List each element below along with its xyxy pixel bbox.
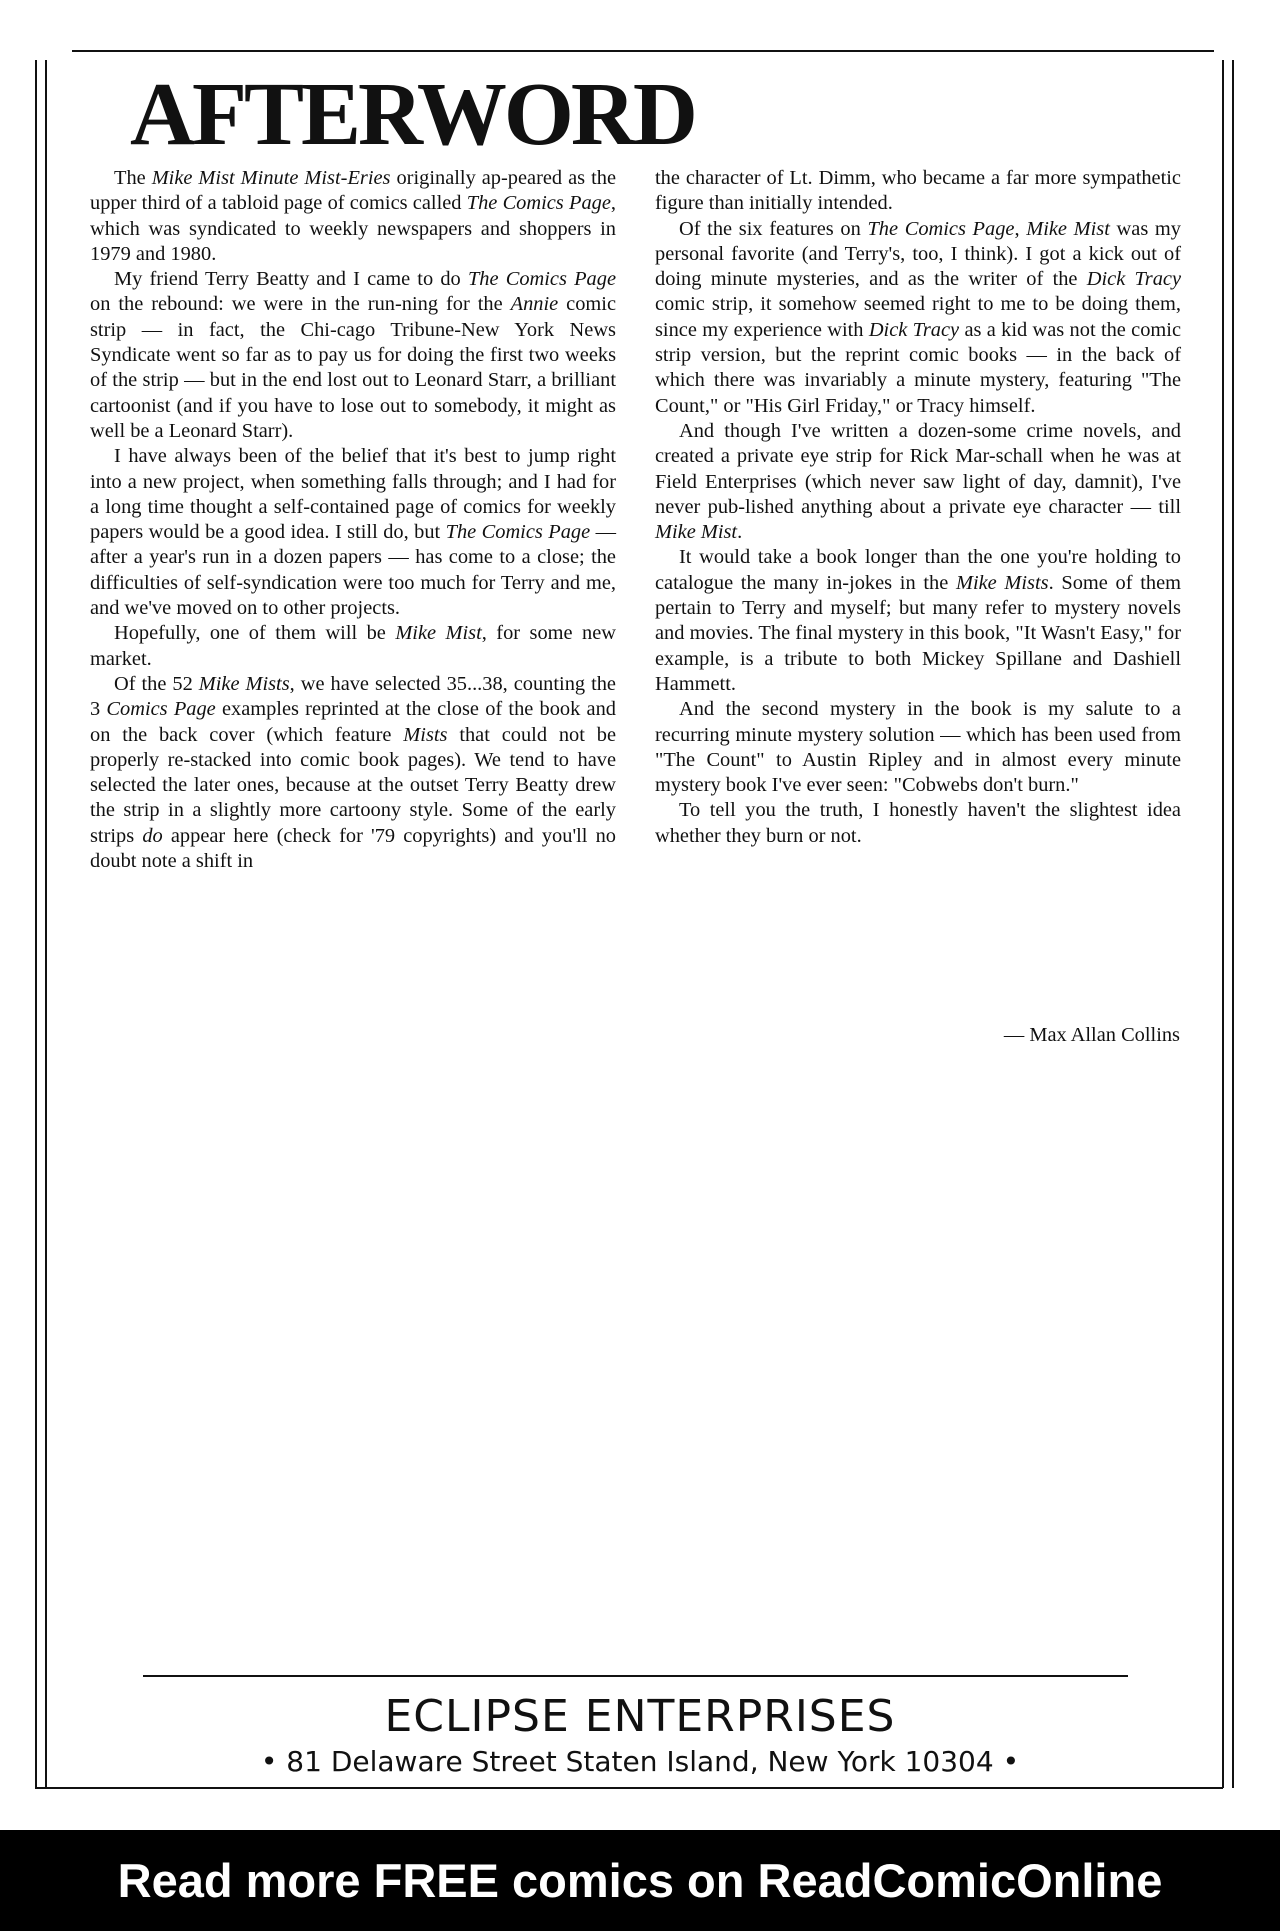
paragraph: Of the 52 Mike Mists, we have selected 35...38, counting the 3 Comics Page examples reprinted at the close of the book and on the back cover (which feature Mists that could not be properly re-stacked into comic book pages). We tend to have selected the later ones, because at the outset Terry Beatty drew the strip in a slightly more cartoony style. Some of the early strips do appear here (check for '79 copyrights) and you'll no doubt note a shift in (90, 672, 616, 873)
paragraph: It would take a book longer than the one you're holding to catalogue the many in-jokes in the Mike Mists. Some of them pertain to Terry and myself; but many refer to mystery novels and movies. The final mystery in this book, "It Wasn't Easy," for example, is a tribute to both Mickey Spillane and Dashiell Hammett. (655, 546, 1181, 695)
paragraph: Of the six features on The Comics Page, Mike Mist was my personal favorite (and Terry's, too, I think). I got a kick out of doing minute mysteries, and as the writer of the Dick Tracy comic strip, it somehow seemed right to me to be doing them, since my experience with Dick Tracy as a kid was not the comic strip version, but the reprint comic books — in the back of which there was invariably a minute mystery, featuring "The Count," or "His Girl Friday," or Tracy himself. (655, 217, 1182, 417)
author-signature: — Max Allan Collins (1003, 1024, 1180, 1046)
paragraph: the character of Lt. Dimm, who became a far more sympathetic figure than initially intended. (655, 167, 1181, 215)
left-border-inner (45, 60, 47, 1788)
left-column (90, 166, 616, 874)
paragraph: And though I've written a dozen-some crime novels, and created a private eye strip for Rick Mar-schall when he was at Field Enterprises (which never saw light of day, damnit), I've never pub-lished anything about a private eye character — till Mike Mist. (655, 419, 1181, 544)
paragraph: I have always been of the belief that it's best to jump right into a new project, when something falls through; and I had for a long time thought a self-contained page of comics for weekly papers would be a good idea. I still do, but The Comics Page — after a year's run in a dozen papers — has come to a close; the difficulties of self-syndication were too much for Terry and me, and we've moved on to other projects. (90, 445, 616, 620)
paragraph: And the second mystery in the book is my salute to a recurring minute mystery solution — which has been used from "The Count" to Austin Ripley and in almost every minute mystery book I've ever seen: "Cobwebs don't burn." (655, 698, 1181, 797)
top-rule (72, 50, 1214, 52)
paragraph: Hopefully, one of them will be Mike Mist, for some new market. (90, 622, 616, 670)
paragraph: My friend Terry Beatty and I came to do The Comics Page on the rebound: we were in the run-ning for the Annie comic strip — in fact, the Chi-cago Tribune-New York News Syndicate went so far as to pay us for doing the first two weeks of the strip — but in the end lost out to Leonard Starr, a brilliant cartoonist (and if you have to lose out to somebody, it might as well be a Leonard Starr). (90, 268, 617, 442)
promo-banner-text[interactable]: Read more FREE comics on ReadComicOnline (117, 1854, 1163, 1907)
page-title: AFTERWORD (130, 65, 695, 164)
publisher-address: • 81 Delaware Street Staten Island, New York 10304 • (260, 1745, 1020, 1778)
right-column (655, 166, 1181, 849)
paragraph: To tell you the truth, I honestly haven't the slightest idea whether they burn or not. (655, 799, 1181, 847)
footer-rule (143, 1675, 1128, 1677)
right-border-inner (1222, 60, 1224, 1788)
promo-banner[interactable] (0, 1830, 1280, 1931)
publisher-name: ECLIPSE ENTERPRISES (384, 1691, 896, 1742)
bottom-rule (35, 1787, 1223, 1789)
left-border-outer (35, 60, 37, 1788)
paragraph: The Mike Mist Minute Mist-Eries originally ap-peared as the upper third of a tabloid page of comics called The Comics Page, which was syndicated to weekly newspapers and shoppers in 1979 and 1980. (90, 167, 616, 265)
right-border-outer (1232, 60, 1234, 1788)
